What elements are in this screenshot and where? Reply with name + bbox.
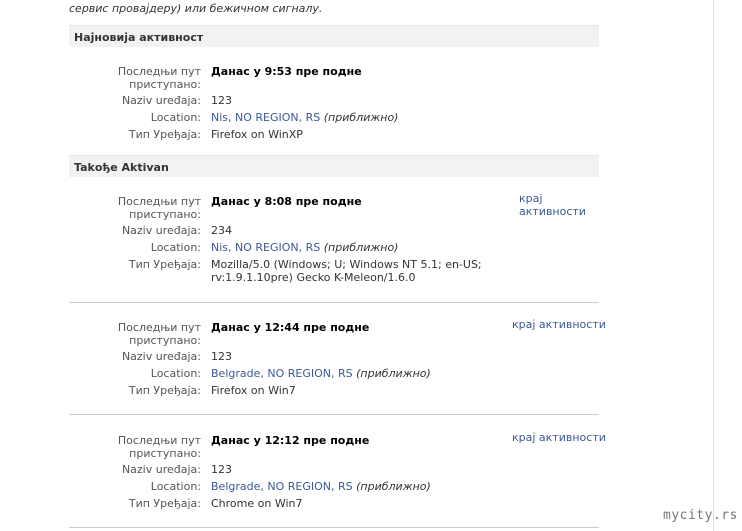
approx-note: (приближно) [323,111,399,124]
device-name-label: Naziv uređaja: [121,350,201,363]
device-type-label: Тип Уређаја: [128,258,201,271]
top-note: сервис провајдеру) или бежичном сигналу. [69,2,323,15]
device-type-value: Chrome on Win7 [211,497,303,510]
last-access-label: Последњи пут приступано: [117,434,201,460]
last-access-value: Данас у 9:53 пре подне [211,65,362,78]
divider [69,527,599,528]
location-link[interactable]: Belgrade, NO REGION, RS [211,480,353,493]
location-label: Location: [150,367,201,380]
location-value [211,241,398,254]
last-access-value: Данас у 12:44 пре подне [211,321,370,334]
end-activity-link[interactable] [519,192,586,218]
divider [69,302,599,303]
section-also-active-header: Takође Aktivan [69,155,599,177]
device-type-value: Firefox on WinXP [211,128,303,141]
end-activity-line1: крај [519,192,543,205]
device-type-label: Тип Уређаја: [128,497,201,510]
page-right-border [713,0,714,531]
device-name-label: Naziv uređaja: [121,94,201,107]
end-activity-link[interactable]: крај активности [512,431,606,444]
device-type-line1: Mozilla/5.0 (Windows; U; Windows NT 5.1; en-US; [211,258,482,271]
end-activity-line2: активности [519,205,586,218]
device-type-line2: rv:1.9.1.10pre) Gecko K-Meleon/1.6.0 [211,271,416,284]
device-name-value: 123 [211,94,232,107]
location-value [211,367,431,380]
location-label: Location: [150,111,201,124]
location-value [211,111,398,124]
last-access-value: Данас у 12:12 пре подне [211,434,370,447]
location-value [211,480,431,493]
location-link[interactable]: Belgrade, NO REGION, RS [211,367,353,380]
section-latest-header: Најновија активност [69,25,599,47]
device-name-value: 123 [211,350,232,363]
device-name-value: 123 [211,463,232,476]
device-type-value [211,258,482,284]
approx-note: (приближно) [356,480,431,493]
last-access-label: Последњи пут приступано: [117,195,201,221]
location-label: Location: [150,480,201,493]
device-type-label: Тип Уређаја: [128,384,201,397]
device-name-label: Naziv uređaja: [121,463,201,476]
location-link[interactable]: Nis, NO REGION, RS [211,111,321,124]
device-name-label: Naziv uređaja: [121,224,201,237]
device-type-label: Тип Уређаја: [128,128,201,141]
approx-note: (приближно) [356,367,431,380]
device-name-value: 234 [211,224,232,237]
location-label: Location: [150,241,201,254]
last-access-value: Данас у 8:08 пре подне [211,195,362,208]
location-link[interactable]: Nis, NO REGION, RS [211,241,321,254]
divider [69,414,599,415]
end-activity-link[interactable]: крај активности [512,318,606,331]
approx-note: (приближно) [323,241,399,254]
device-type-value: Firefox on Win7 [211,384,296,397]
last-access-label: Последњи пут приступано: [117,321,201,347]
last-access-label: Последњи пут приступано: [117,65,201,91]
watermark: mycity.rs [663,508,738,523]
